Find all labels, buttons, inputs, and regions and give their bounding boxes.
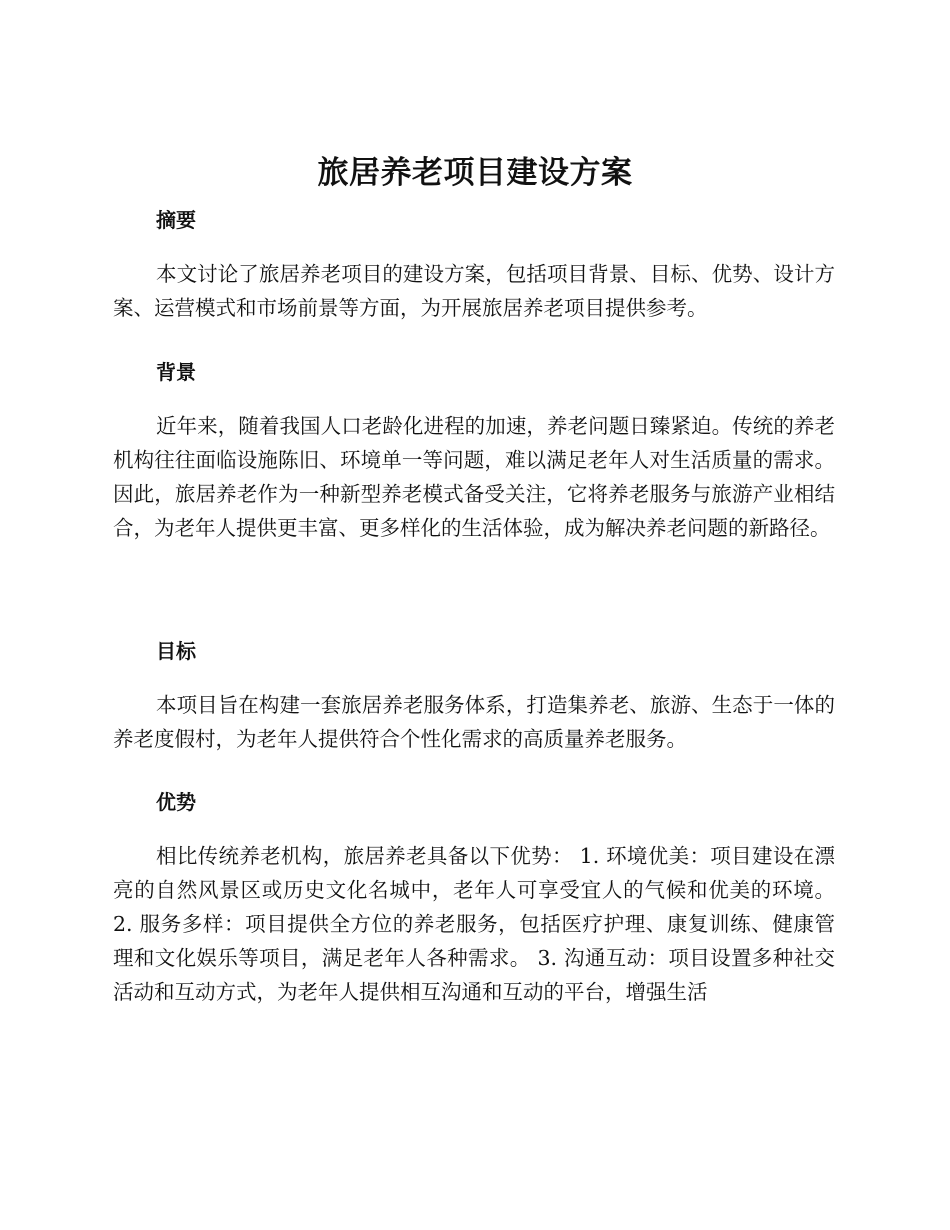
document-title: 旅居养老项目建设方案: [317, 155, 633, 191]
section-paragraph: 本文讨论了旅居养老项目的建设方案，包括项目背景、目标、优势、设计方案、运营模式和市场前景等方面，为开展旅居养老项目提供参考。: [113, 262, 835, 320]
section-paragraph: 相比传统养老机构，旅居养老具备以下优势： 1. 环境优美：项目建设在漂亮的自然风景区或历史文化名城中，老年人可享受宜人的气候和优美的环境。 2. 服务多样：项目提供全方位的养老服务，包括医疗护理、康复训练、健康管理和文化娱乐等项目，满足老年人各种需求。 3. 沟通互动：项目设置多种社交活动和互动方式，为老年人提供相互沟通和互动的平台，增强生活: [113, 844, 835, 1004]
section-heading: 背景: [156, 360, 196, 384]
section-paragraph: 近年来，随着我国人口老龄化进程的加速，养老问题日臻紧迫。传统的养老机构往往面临设施陈旧、环境单一等问题，难以满足老年人对生活质量的需求。因此，旅居养老作为一种新型养老模式备受关注，它将养老服务与旅游产业相结合，为老年人提供更丰富、更多样化的生活体验，成为解决养老问题的新路径。: [113, 414, 835, 540]
section-goal: [113, 636, 835, 756]
section-heading: 优势: [156, 790, 196, 814]
section-heading: 目标: [156, 639, 196, 663]
section-abstract: [113, 205, 835, 325]
section-heading: 摘要: [156, 208, 196, 232]
section-advantage: [113, 787, 835, 1009]
section-paragraph: 本项目旨在构建一套旅居养老服务体系，打造集养老、旅游、生态于一体的养老度假村，为老年人提供符合个性化需求的高质量养老服务。: [113, 693, 835, 751]
section-background: [113, 357, 835, 545]
